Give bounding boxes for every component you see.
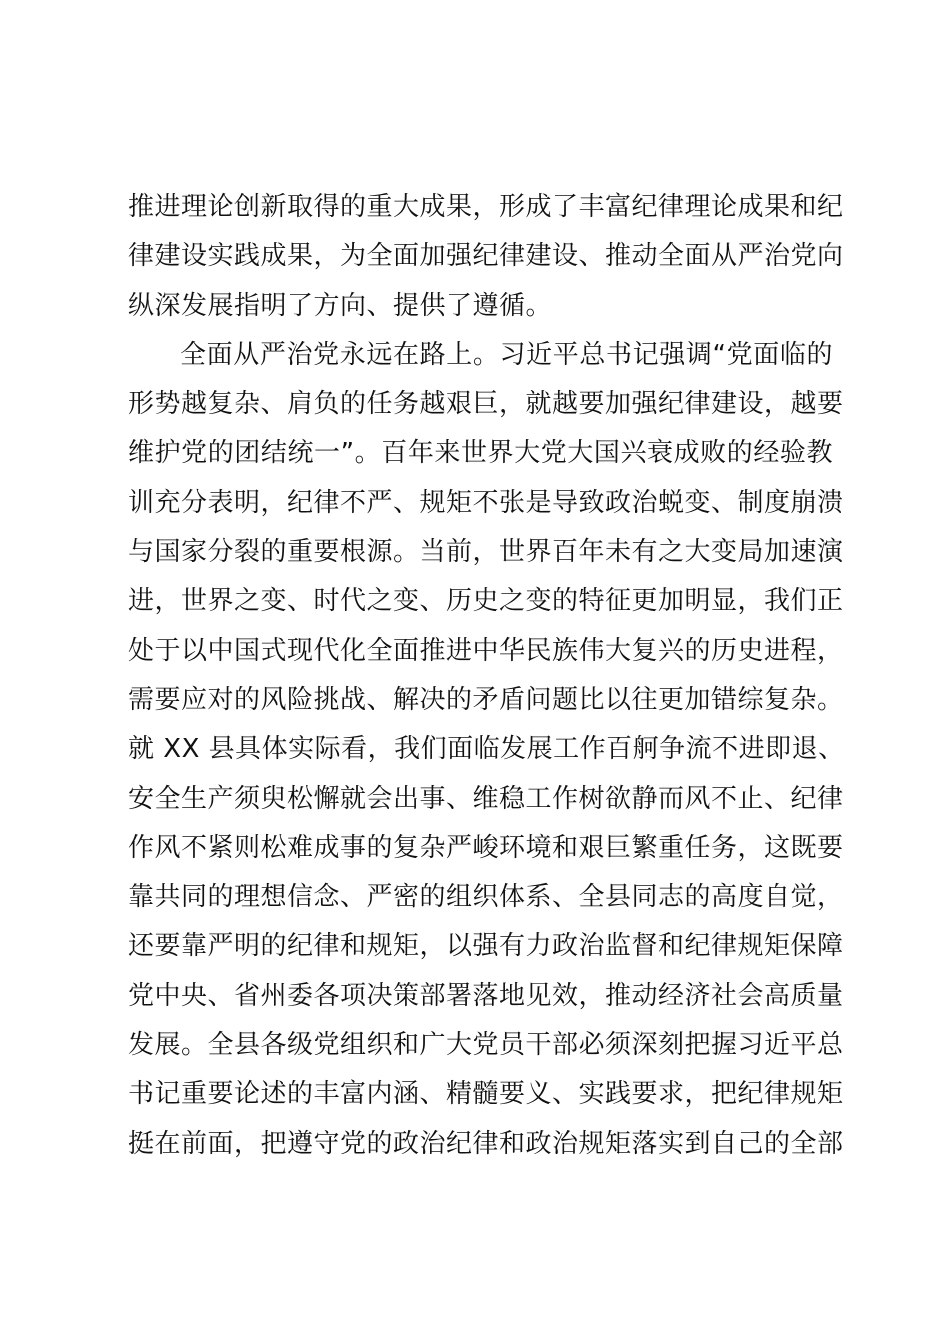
text-line: 进，世界之变、时代之变、历史之变的特征更加明显，我们正 <box>128 586 844 617</box>
text-line: 作风不紧则松难成事的复杂严峻环境和艰巨繁重任务，这既要 <box>128 832 844 863</box>
text-line: 训充分表明，纪律不严、规矩不张是导致政治蜕变、制度崩溃 <box>128 487 844 518</box>
text-line: 党中央、省州委各项决策部署落地见效，推动经济社会高质量 <box>128 980 844 1011</box>
text-line: 与国家分裂的重要根源。当前，世界百年未有之大变局加速演 <box>128 537 844 568</box>
text-line: 安全生产须臾松懈就会出事、维稳工作树欲静而风不止、纪律 <box>128 783 844 814</box>
text-line: 就 XX 县具体实际看，我们面临发展工作百舸争流不进即退、 <box>128 734 845 765</box>
text-line: 挺在前面，把遵守党的政治纪律和政治规矩落实到自己的全部 <box>128 1128 844 1159</box>
text-line: 发展。全县各级党组织和广大党员干部必须深刻把握习近平总 <box>128 1030 844 1061</box>
text-line: 需要应对的风险挑战、解决的矛盾问题比以往更加错综复杂。 <box>128 684 844 715</box>
text-line: 维护党的团结统一”。百年来世界大党大国兴衰成败的经验教 <box>128 438 833 469</box>
text-line: 全面从严治党永远在路上。习近平总书记强调“党面临的 <box>180 339 833 370</box>
text-line: 律建设实践成果，为全面加强纪律建设、推动全面从严治党向 <box>128 241 844 272</box>
body-text <box>128 183 845 1169</box>
text-line: 纵深发展指明了方向、提供了遵循。 <box>128 290 553 321</box>
text-line: 形势越复杂、肩负的任务越艰巨，就越要加强纪律建设，越要 <box>128 389 844 420</box>
text-line: 处于以中国式现代化全面推进中华民族伟大复兴的历史进程， <box>128 635 844 666</box>
text-line: 还要靠严明的纪律和规矩，以强有力政治监督和纪律规矩保障 <box>128 931 844 962</box>
text-line: 书记重要论述的丰富内涵、精髓要义、实践要求，把纪律规矩 <box>128 1079 844 1110</box>
text-line: 推进理论创新取得的重大成果，形成了丰富纪律理论成果和纪 <box>128 192 844 222</box>
text-line: 靠共同的理想信念、严密的组织体系、全县同志的高度自觉， <box>128 882 844 913</box>
